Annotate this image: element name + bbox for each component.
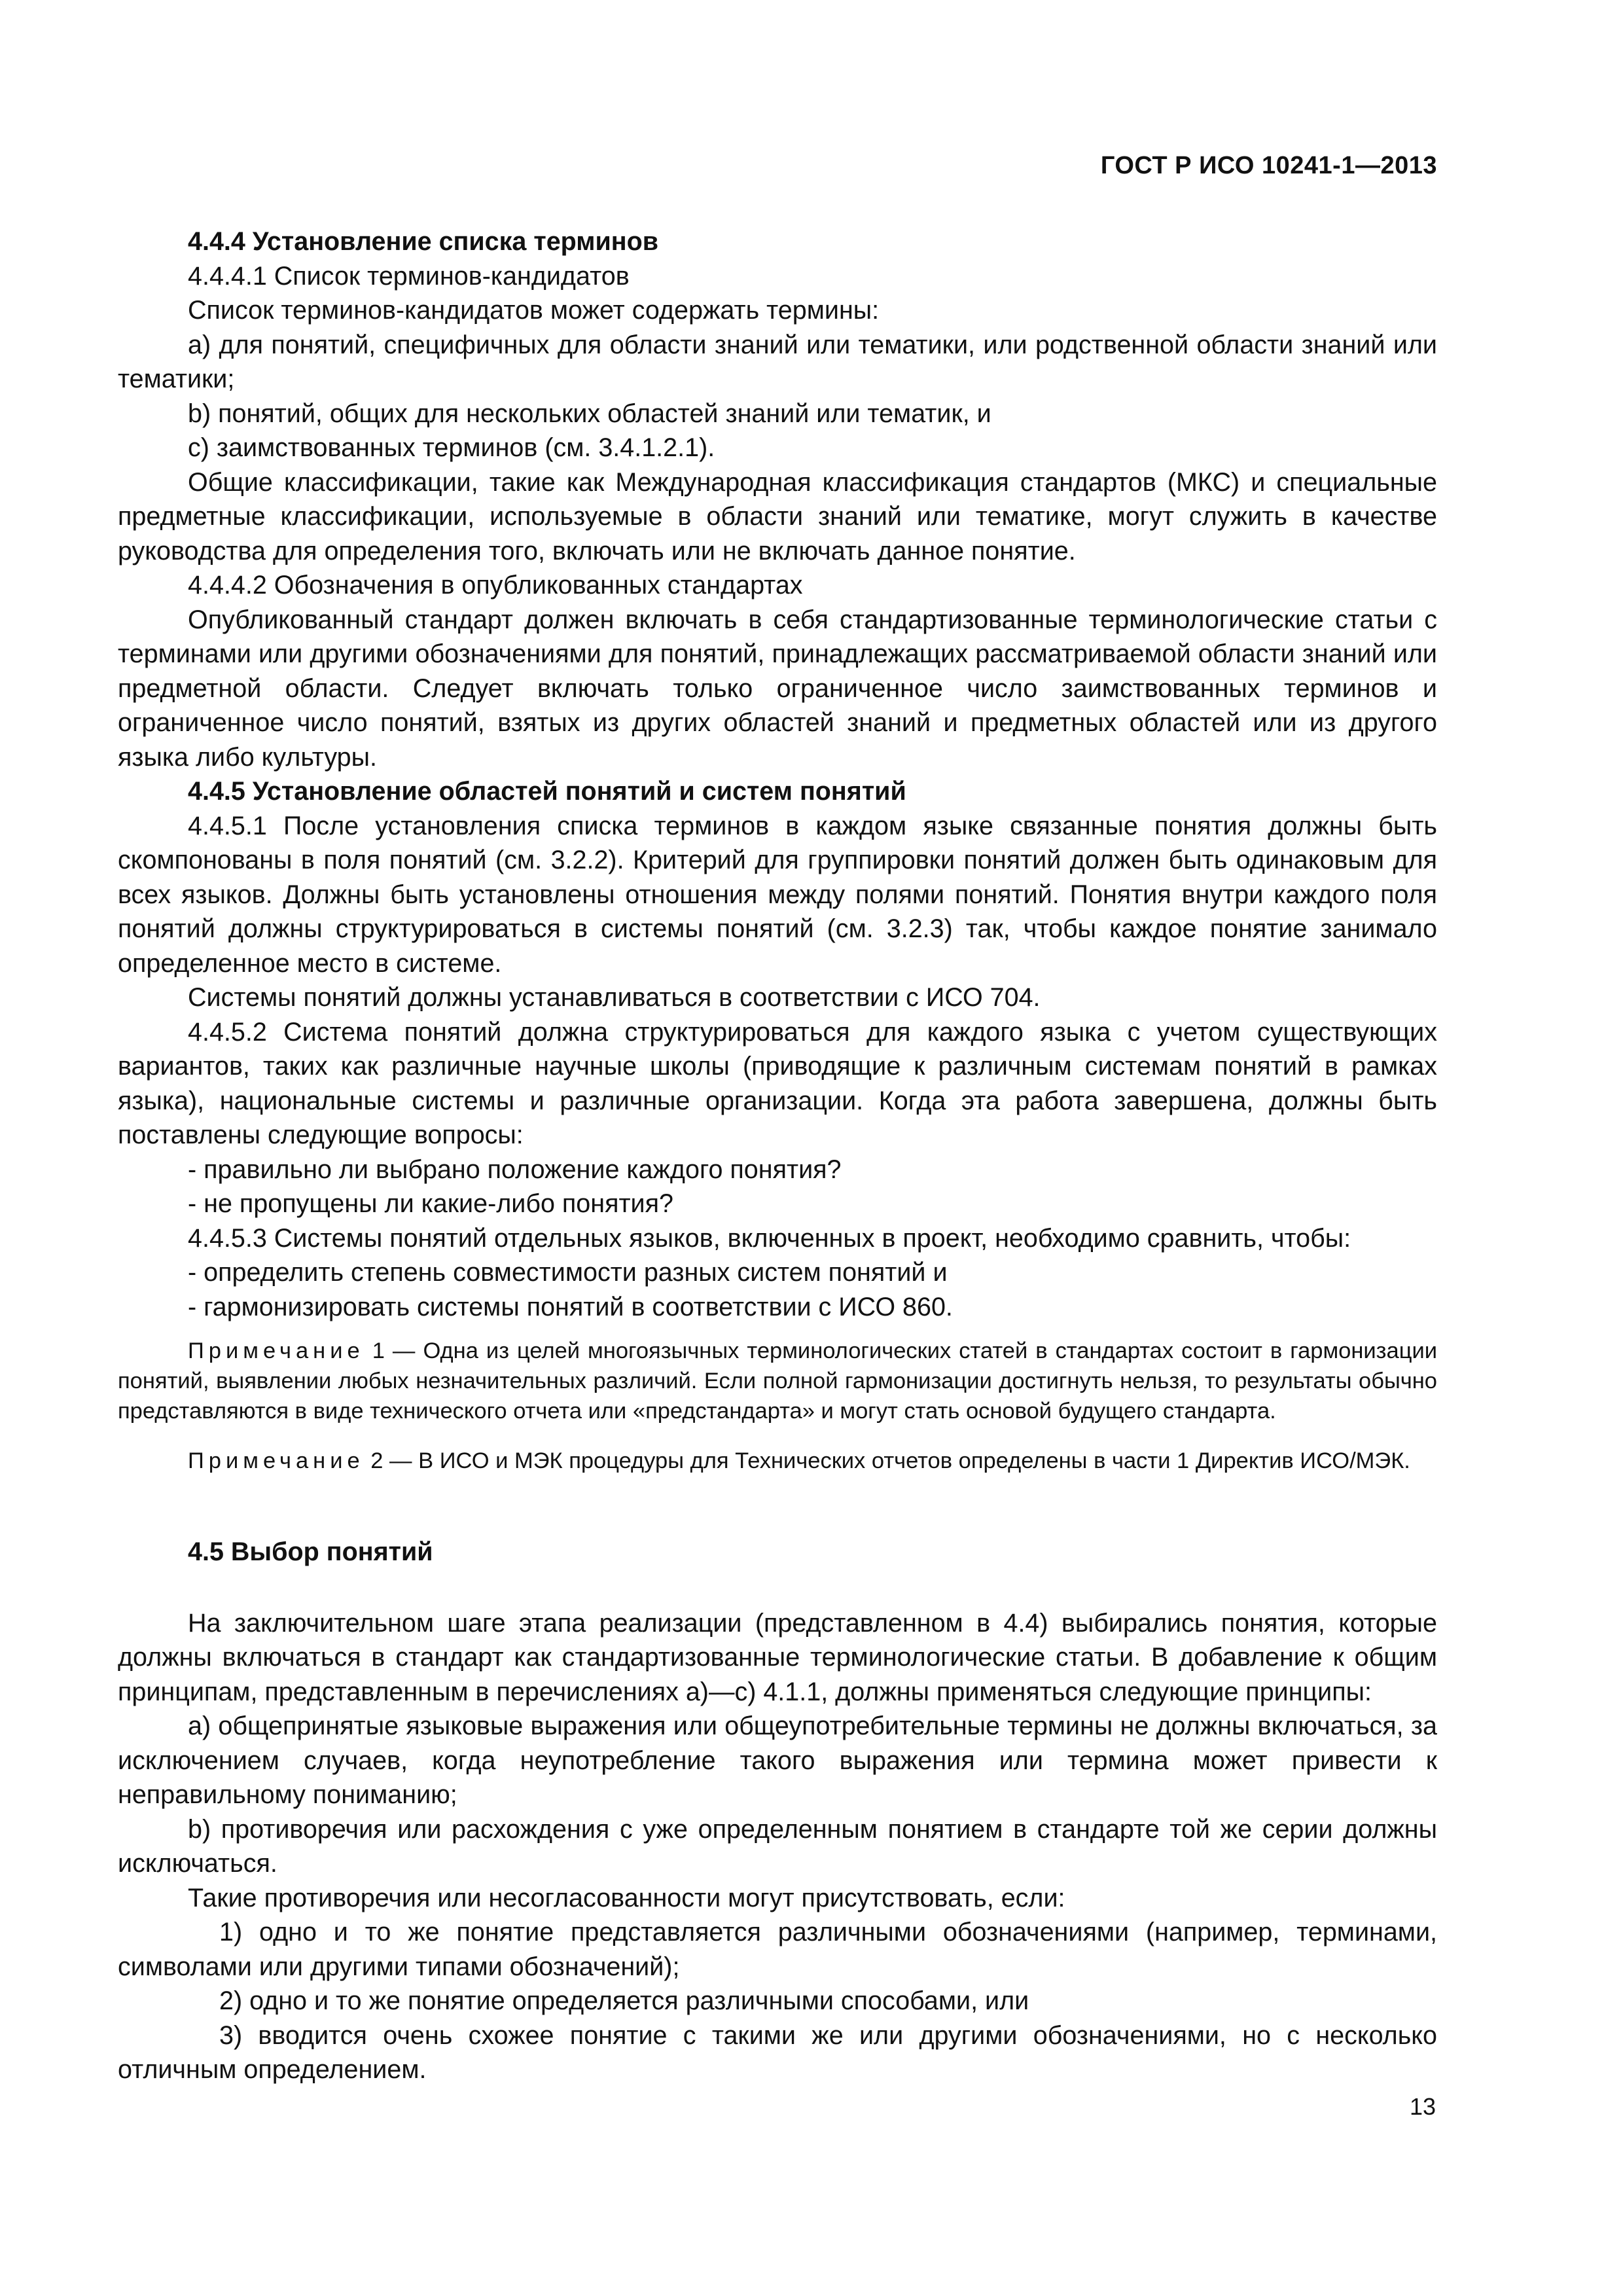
dash-item: - не пропущены ли какие-либо понятия? (188, 1189, 673, 1218)
note-2 (118, 1446, 1437, 1476)
dash-item: - правильно ли выбрано положение каждого понятия? (188, 1155, 842, 1184)
dash-item: - определить степень совместимости разных систем понятий и (188, 1258, 948, 1287)
paragraph-published-standard: Опубликованный стандарт должен включать в себя стандартизованные терминологические статьи с терминами или другими обозначениями для понятий, принадлежащих рассматриваемой области знаний или предметной области. Следует включать только ограниченное число заимствованных терминов и ограниченное число понятий, взятых из других областей знаний и предметных областей или из другого языка либо культуры. (118, 605, 1437, 772)
paragraph-4-4-5-1: 4.4.5.1 После установления списка терминов в каждом языке связанные понятия должны быть скомпонованы в поля понятий (см. 3.2.2). Критерий для группировки понятий должен быть одинаковым для всех языков. Должны быть установлены отношения между полями понятий. Понятия внутри каждого поля понятий должны структурироваться в системы понятий (см. 3.2.3) так, чтобы каждое понятие занимало определенное место в системе. (118, 811, 1437, 978)
heading-4-4-5: 4.4.5 Установление областей понятий и систем понятий (188, 777, 906, 806)
list-item-4-5-b: b) противоречия или расхождения с уже определенным понятием в стандарте той же серии должны исключаться. (118, 1814, 1437, 1878)
note-1 (118, 1336, 1437, 1426)
numbered-item-3: 3) вводится очень схожее понятие с такими же или другими обозначениями, но с несколько отличным определением. (118, 2020, 1437, 2084)
subheading-4-4-4-1: 4.4.4.1 Список терминов-кандидатов (188, 261, 630, 291)
note-2-label: Примечание (188, 1448, 365, 1473)
list-item-c: с) заимствованных терминов (см. 3.4.1.2.1). (188, 433, 715, 462)
note-1-text: 1 — Одна из целей многоязычных терминологических статей в стандартах состоит в гармонизации понятий, выявлении любых незначительных различий. Если полной гармонизации достигнуть нельзя, то результаты обычно представляются в виде технического отчета или «предстандарта» и могут стать основой будущего стандарта. (118, 1338, 1437, 1424)
note-1-label: Примечание (188, 1338, 365, 1363)
paragraph-iso-704: Системы понятий должны устанавливаться в соответствии с ИСО 704. (188, 983, 1041, 1012)
paragraph-such-contradictions: Такие противоречия или несогласованности могут присутствовать, если: (188, 1883, 1065, 1912)
numbered-item-2: 2) одно и то же понятие определяется различными способами, или (219, 1986, 1029, 2015)
note-2-text: 2 — В ИСО и МЭК процедуры для Технических отчетов определены в части 1 Директив ИСО/МЭК. (364, 1448, 1410, 1473)
subheading-4-4-4-2: 4.4.4.2 Обозначения в опубликованных стандартах (188, 571, 803, 600)
document-body (118, 224, 1437, 2087)
page-number: 13 (1409, 2093, 1436, 2120)
heading-4-4-4: 4.4.4 Установление списка терминов (188, 227, 659, 256)
list-item-4-5-a: а) общепринятые языковые выражения или общеупотребительные термины не должны включаться, за исключением случаев, когда неупотребление такого выражения или термина может привести к неправильному пониманию; (118, 1712, 1437, 1809)
paragraph-general-classifications: Общие классификации, такие как Международная классификация стандартов (МКС) и специальные предметные классификации, используемые в области знаний или тематике, могут служить в качестве руководства для определения того, включать или не включать данное понятие. (118, 467, 1437, 565)
heading-4-5: 4.5 Выбор понятий (188, 1537, 433, 1566)
paragraph-4-4-5-3: 4.4.5.3 Системы понятий отдельных языков, включенных в проект, необходимо сравнить, чтобы: (188, 1223, 1351, 1253)
document-header: ГОСТ Р ИСО 10241-1—2013 (1100, 152, 1437, 179)
paragraph-final-step: На заключительном шаге этапа реализации (представленном в 4.4) выбирались понятия, которые должны включаться в стандарт как стандартизованные терминологические статьи. В добавление к общим принципам, представленным в перечислениях а)—с) 4.1.1, должны применяться следующие принципы: (118, 1608, 1437, 1706)
paragraph-4-4-5-2: 4.4.5.2 Система понятий должна структурироваться для каждого языка с учетом существующих вариантов, таких как различные научные школы (приводящие к различным системам понятий в рамках языка), национальные системы и различные организации. Когда эта работа завершена, должны быть поставлены следующие вопросы: (118, 1017, 1437, 1149)
dash-item: - гармонизировать системы понятий в соответствии с ИСО 860. (188, 1292, 953, 1321)
paragraph-candidates: Список терминов-кандидатов может содержать термины: (188, 296, 880, 325)
numbered-item-1: 1) одно и то же понятие представляется различными обозначениями (например, терминами, символами или другими типами обозначений); (118, 1918, 1437, 1981)
list-item-a: а) для понятий, специфичных для области знаний или тематики, или родственной области знаний или тематики; (118, 330, 1437, 393)
list-item-b: b) понятий, общих для нескольких областей знаний или тематик, и (188, 399, 991, 428)
